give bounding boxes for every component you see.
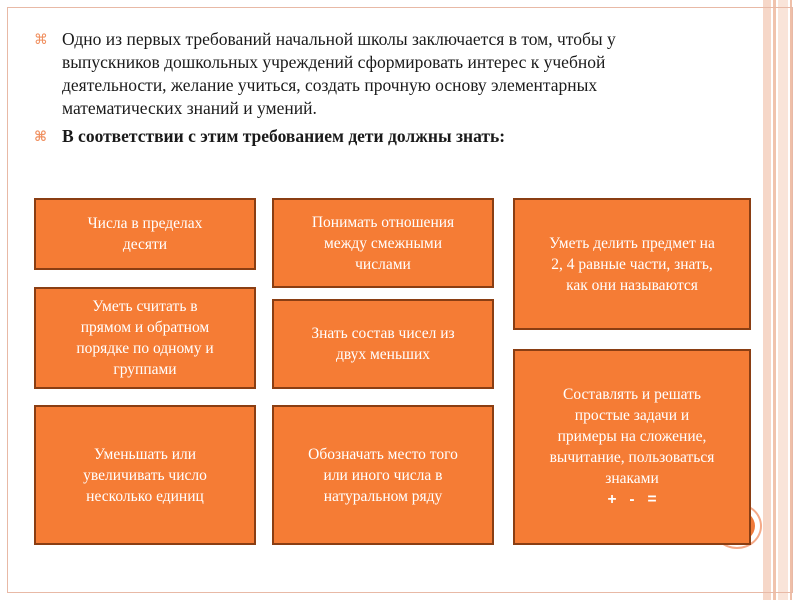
bullet-text: Одно из первых требований начальной школы заключается в том, чтобы у выпускников дошкольных учреждений сформировать интерес к учебной деятельности, желание учиться, создать прочную основу элементарных математических знаний и умений. (62, 29, 616, 118)
bullet-item (34, 125, 714, 148)
skill-text: Понимать отношения между смежными числами (311, 213, 455, 273)
curl-bullet-icon: ⌘ (34, 33, 48, 48)
skill-text: Уметь считать в прямом и обратном порядке по одному и группами (76, 298, 214, 378)
bullet-item (34, 28, 714, 120)
skill-box-counting (34, 287, 256, 389)
skill-box-numbers (34, 198, 256, 270)
skill-text: Числа в пределах десяти (87, 215, 203, 253)
skill-box-place (272, 405, 494, 545)
skill-box-composition (272, 299, 494, 389)
skill-text: Уменьшать или увеличивать число несколько единиц (83, 445, 207, 505)
skill-text: Составлять и решать простые задачи и примеры на сложение, вычитание, пользоваться знаками (549, 386, 715, 487)
skill-text: Обозначать место того или иного числа в натуральном ряду (308, 445, 458, 505)
skill-box-relations (272, 198, 494, 288)
skill-box-divide (513, 198, 751, 330)
skill-box-tasks (513, 349, 751, 545)
skill-box-increase (34, 405, 256, 545)
math-signs: + - = (607, 491, 657, 508)
curl-bullet-icon: ⌘ (34, 130, 47, 145)
skill-text: Уметь делить предмет на 2, 4 равные части, знать, как они называются (549, 234, 715, 294)
bullet-text: В соответствии с этим требованием дети должны знать: (62, 126, 506, 146)
bullet-list (34, 28, 714, 153)
skill-text: Знать состав чисел из двух меньших (311, 325, 455, 363)
